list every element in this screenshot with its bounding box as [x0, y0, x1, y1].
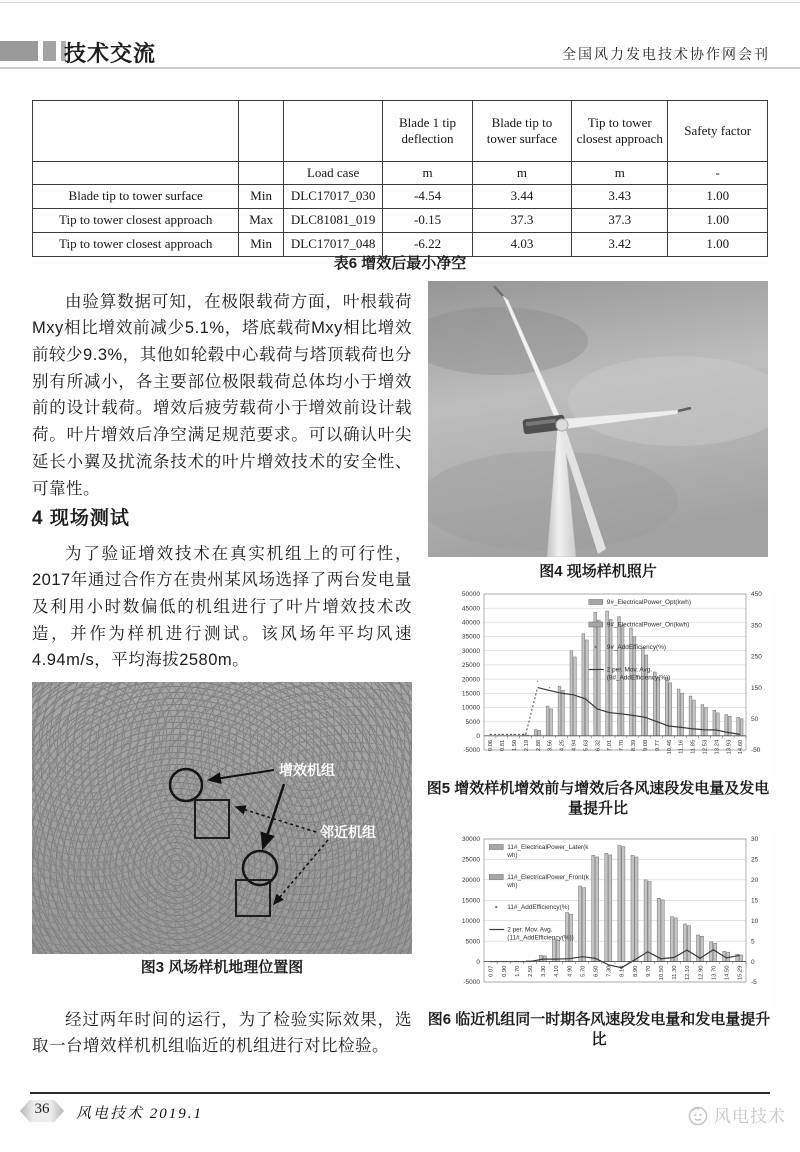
svg-text:5.63: 5.63	[583, 739, 590, 752]
page-header	[0, 36, 800, 66]
svg-text:0.06: 0.06	[488, 739, 495, 752]
svg-text:9#_ElectricalPower_Opt(kwh): 9#_ElectricalPower_Opt(kwh)	[606, 599, 691, 606]
arrow-to-circle2	[263, 784, 284, 848]
svg-text:11.85: 11.85	[690, 739, 697, 754]
svg-text:150: 150	[751, 684, 762, 692]
figure5-chart	[442, 586, 772, 776]
dashed-arrow-to-square2	[274, 840, 328, 904]
svg-text:50000: 50000	[461, 591, 480, 599]
svg-text:8.90: 8.90	[632, 965, 639, 977]
table6-unit-cell	[239, 162, 283, 185]
svg-text:2.88: 2.88	[535, 739, 542, 752]
table6-unit-cell	[33, 162, 239, 185]
header-block-medium	[43, 41, 56, 61]
paragraph-field-test: 为了验证增效技术在真实机组上的可行性，2017年通过合作方在贵州某风场选择了两台发电量及利用小时数偏低的机组进行了叶片增效技术改造，并作为样机进行测试。该风场年平均风速4.94m/s，平均海拔2580m。	[32, 544, 412, 670]
svg-text:7.70: 7.70	[619, 739, 626, 752]
table6-col-header: Tip to tower closest approach	[572, 101, 668, 162]
figure3-caption: 图3 风场样机地理位置图	[140, 959, 304, 976]
svg-text:5.70: 5.70	[580, 965, 587, 977]
svg-text:11#_ElectricalPower_Later(k: 11#_ElectricalPower_Later(k	[507, 844, 589, 851]
wind-power-logo-icon	[686, 1103, 710, 1127]
svg-text:25000: 25000	[461, 856, 480, 864]
turbine-hub	[556, 419, 568, 431]
svg-text:(11#_AddEfficiency(%)): (11#_AddEfficiency(%))	[507, 934, 574, 942]
svg-text:0: 0	[476, 733, 480, 741]
svg-text:5000: 5000	[465, 718, 480, 726]
svg-text:1.70: 1.70	[514, 965, 521, 977]
svg-text:2 per. Mov. Avg.: 2 per. Mov. Avg.	[507, 926, 553, 934]
svg-text:11.30: 11.30	[672, 965, 679, 980]
table-cell: Blade tip to tower surface	[33, 185, 239, 209]
svg-text:4.25: 4.25	[559, 739, 566, 752]
svg-text:20000: 20000	[461, 676, 480, 684]
paragraph-load-verification: 由验算数据可知，在极限载荷方面，叶根载荷Mxy相比增效前减少5.1%，塔底载荷Mxy相比增效前较少9.3%，其他如轮毂中心载荷与塔顶载荷也分别有所减小，各主要部位极限载荷总体均小于增效前的设计载荷。增效后疲劳载荷小于增效前设计载荷。叶片增效后净空满足规范要求。可以确认叶尖延长小翼及扰流条技术的叶片增效技术的安全性、可靠性。	[32, 292, 412, 498]
map-marker-circle-1	[170, 769, 202, 801]
svg-text:9.08: 9.08	[642, 739, 649, 752]
table-cell: DLC81081_019	[283, 209, 383, 233]
svg-text:6.50: 6.50	[593, 965, 600, 977]
svg-text:50: 50	[751, 716, 759, 723]
table-cell: Min	[239, 185, 283, 209]
journal-name: 全国风力发电技术协作网会刊	[562, 48, 770, 63]
table6-clearance	[32, 100, 768, 257]
svg-text:0.90: 0.90	[501, 965, 508, 977]
svg-text:0: 0	[476, 958, 480, 966]
figure3-map	[32, 682, 412, 954]
svg-text:30000: 30000	[461, 647, 480, 655]
chart-fig6-legend	[489, 844, 589, 942]
table-cell: 1.00	[668, 209, 768, 233]
svg-text:(9#_AddEfficiency(%)): (9#_AddEfficiency(%))	[606, 674, 671, 682]
header-block-decoration	[0, 41, 66, 61]
section4-heading: 4 现场测试	[32, 507, 130, 529]
table-cell: DLC17017_030	[283, 185, 383, 209]
watermark-text: 风电技术	[714, 1107, 786, 1126]
svg-text:0: 0	[751, 958, 755, 966]
svg-text:15000: 15000	[461, 690, 480, 698]
svg-text:5: 5	[751, 938, 755, 946]
table-cell: 3.42	[572, 233, 668, 257]
svg-text:10000: 10000	[461, 917, 480, 925]
svg-text:2.19: 2.19	[523, 739, 530, 752]
svg-text:12.53: 12.53	[702, 739, 709, 755]
table6-unit-cell: -	[668, 162, 768, 185]
table-cell: Tip to tower closest approach	[33, 209, 239, 233]
map-annotations	[32, 682, 412, 954]
arrow-to-circle1	[209, 770, 274, 780]
svg-text:-50: -50	[751, 747, 761, 755]
chart-fig5-legend	[589, 599, 691, 682]
svg-text:2 per. Mov. Avg.: 2 per. Mov. Avg.	[606, 666, 653, 674]
svg-text:4.90: 4.90	[567, 965, 574, 977]
svg-text:250: 250	[751, 653, 762, 661]
section-label: 技术交流	[64, 41, 157, 66]
table-cell: 3.43	[572, 185, 668, 209]
table-cell: Tip to tower closest approach	[33, 233, 239, 257]
figure6-caption: 图6 临近机组同一时期各风速段发电量和发电量提升比	[427, 1011, 771, 1049]
table6-col-header	[283, 101, 383, 162]
svg-text:30000: 30000	[461, 836, 480, 844]
svg-text:13.70: 13.70	[711, 965, 718, 981]
footer-journal-name: 风电技术 2019.1	[76, 1106, 204, 1122]
svg-text:-5000: -5000	[463, 979, 480, 987]
svg-text:0.81: 0.81	[500, 739, 507, 752]
svg-text:-5000: -5000	[463, 747, 480, 755]
svg-text:10.50: 10.50	[659, 965, 666, 981]
table-cell: Min	[239, 233, 283, 257]
svg-text:6.32: 6.32	[595, 739, 602, 752]
table-row	[33, 209, 768, 233]
svg-text:9#_ElectricalPower_Ori(kwh): 9#_ElectricalPower_Ori(kwh)	[606, 621, 690, 629]
svg-text:2.50: 2.50	[528, 965, 535, 977]
map-marker-square-1	[195, 800, 229, 838]
svg-text:14.60: 14.60	[738, 739, 745, 755]
svg-text:12.90: 12.90	[698, 965, 705, 981]
figure5-caption: 图5 增效样机增效前与增效后各风速段发电量及发电量提升比	[426, 780, 770, 818]
svg-text:3.30: 3.30	[541, 965, 548, 977]
table-cell: 1.00	[668, 233, 768, 257]
svg-text:350: 350	[751, 622, 762, 630]
table-cell: 1.00	[668, 185, 768, 209]
top-rule	[0, 2, 800, 3]
svg-text:wh): wh)	[507, 882, 518, 889]
table6-col-header	[33, 101, 239, 162]
table-cell: 37.3	[572, 209, 668, 233]
svg-text:15.29: 15.29	[737, 965, 744, 981]
svg-text:wh): wh)	[507, 852, 518, 859]
table6-caption: 表6 增效后最小净空	[333, 255, 467, 272]
svg-text:11#_AddEfficiency(%): 11#_AddEfficiency(%)	[507, 904, 570, 911]
svg-text:4.94: 4.94	[571, 739, 578, 752]
page-number: 36	[34, 1101, 50, 1117]
table-cell: -0.15	[383, 209, 472, 233]
svg-text:-5: -5	[751, 979, 757, 987]
svg-text:0.07: 0.07	[488, 965, 495, 977]
table-row	[33, 185, 768, 209]
table6-unit-cell: m	[572, 162, 668, 185]
svg-text:7.01: 7.01	[607, 739, 614, 752]
table-cell: 3.44	[472, 185, 572, 209]
svg-text:5000: 5000	[465, 938, 480, 946]
svg-text:450: 450	[751, 591, 762, 599]
map-label-enhanced-unit: 增效机组	[279, 762, 335, 778]
svg-text:14.50: 14.50	[724, 965, 731, 981]
svg-text:40000: 40000	[461, 619, 480, 627]
table-cell: -4.54	[383, 185, 472, 209]
svg-text:45000: 45000	[461, 605, 480, 613]
svg-text:15000: 15000	[461, 897, 480, 905]
svg-text:12.10: 12.10	[685, 965, 692, 981]
table-cell: 4.03	[472, 233, 572, 257]
turbine-photo-art	[428, 281, 768, 557]
table6-col-header: Blade tip to tower surface	[472, 101, 572, 162]
table-cell: -6.22	[383, 233, 472, 257]
table6-col-header: Safety factor	[668, 101, 768, 162]
svg-text:10: 10	[751, 917, 759, 925]
page-number-badge	[20, 1100, 64, 1122]
paragraph-comparison: 经过两年时间的运行，为了检验实际效果，选取一台增效样机机组临近的机组进行对比检验。	[32, 1010, 412, 1056]
figure6-chart	[442, 831, 772, 1008]
header-rule	[0, 67, 800, 69]
svg-text:8.10: 8.10	[619, 965, 626, 977]
footer-rule	[30, 1092, 770, 1094]
table6-unit-cell: m	[472, 162, 572, 185]
svg-text:25: 25	[751, 856, 759, 864]
table6-unit-cell: m	[383, 162, 472, 185]
svg-text:4.10: 4.10	[554, 965, 561, 977]
svg-text:13.24: 13.24	[714, 739, 721, 755]
figure4-caption: 图4 现场样机照片	[539, 563, 657, 580]
svg-text:7.30: 7.30	[606, 965, 613, 977]
svg-text:20: 20	[751, 877, 759, 885]
svg-text:10000: 10000	[461, 704, 480, 712]
svg-text:13.93: 13.93	[726, 739, 733, 755]
svg-text:15: 15	[751, 897, 759, 905]
watermark	[686, 1102, 786, 1127]
svg-text:1.50: 1.50	[511, 739, 518, 752]
svg-text:35000: 35000	[461, 633, 480, 641]
svg-text:11#_ElectricalPower_Front(k: 11#_ElectricalPower_Front(k	[507, 874, 589, 881]
figure4-turbine-photo	[428, 281, 768, 557]
table-cell: 37.3	[472, 209, 572, 233]
svg-text:30: 30	[751, 836, 759, 844]
svg-text:20000: 20000	[461, 877, 480, 885]
svg-text:3.56: 3.56	[547, 739, 554, 752]
map-label-adjacent-unit: 邻近机组	[320, 824, 376, 840]
table6-col-header: Blade 1 tip deflection	[383, 101, 472, 162]
table-cell: DLC17017_048	[283, 233, 383, 257]
svg-text:8.39: 8.39	[631, 739, 638, 752]
header-block-large	[0, 41, 38, 61]
table-cell: Max	[239, 209, 283, 233]
svg-text:11.16: 11.16	[678, 739, 685, 754]
table6-col-header	[239, 101, 283, 162]
svg-text:25000: 25000	[461, 662, 480, 670]
svg-text:9#_AddEfficiency(%): 9#_AddEfficiency(%)	[606, 644, 667, 651]
svg-text:9.77: 9.77	[654, 739, 661, 752]
svg-text:9.70: 9.70	[645, 965, 652, 977]
table6-unit-cell: Load case	[283, 162, 383, 185]
svg-text:10.46: 10.46	[666, 739, 673, 755]
